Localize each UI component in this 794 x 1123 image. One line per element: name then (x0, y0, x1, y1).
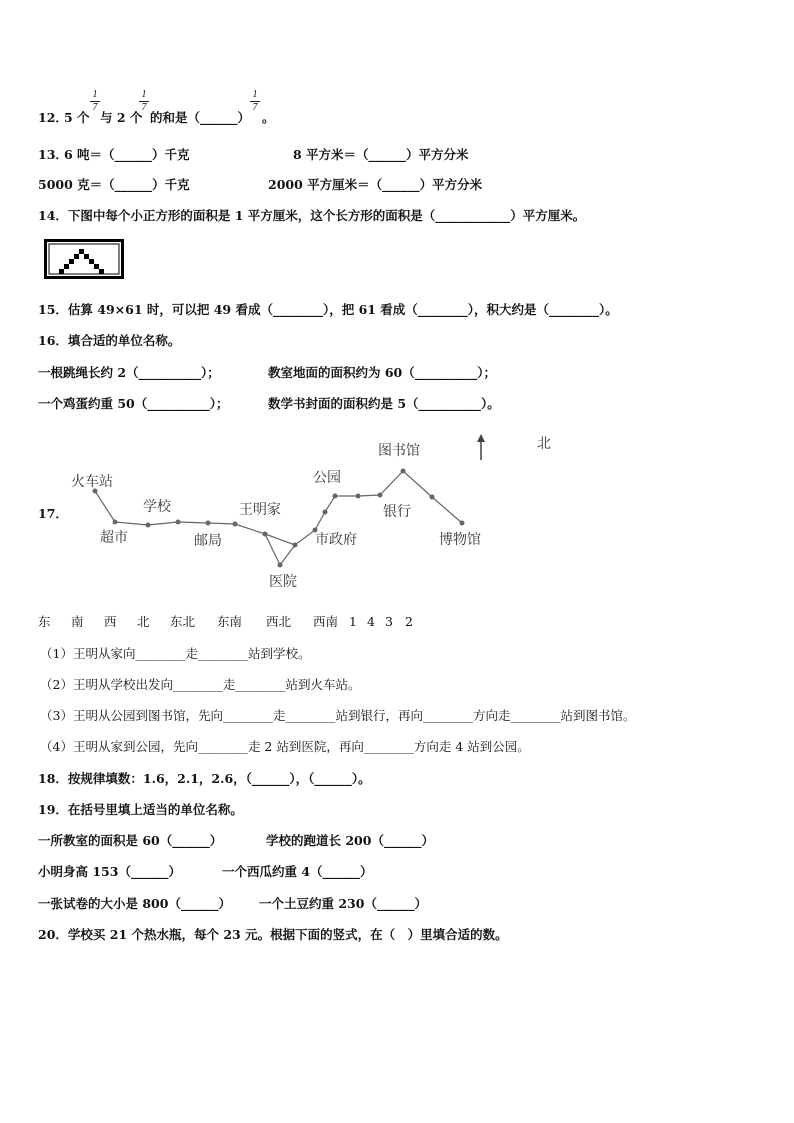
q12-part3[interactable]: 的和是（______） (150, 110, 251, 125)
q19-item-e[interactable]: 一张试卷的大小是 800（______） (38, 896, 231, 911)
q18-text[interactable]: 18．按规律填数：1.6，2.1，2.6，（______），（______）。 (38, 771, 371, 786)
map-label-park: 公园 (313, 470, 341, 486)
q13-line1-left[interactable]: 6 吨＝（______）千克 (64, 147, 190, 162)
q17-sub-3[interactable]: （3）王明从公园到图书馆，先向________走________站到银行，再向________方向走________站到图书馆。 (40, 708, 636, 723)
q13-number: 13． (38, 147, 68, 162)
q13-line2-left[interactable]: 5000 克＝（______）千克 (38, 177, 190, 192)
q15-text[interactable]: 15．估算 49×61 时，可以把 49 看成（________），把 61 看成（________），积大约是（________）。 (38, 302, 618, 317)
route-map (60, 430, 520, 590)
map-label-bank: 银行 (383, 504, 411, 520)
q12-number: 12． (38, 110, 68, 125)
q12-fraction-2: 1 7 (139, 90, 149, 113)
q12-fraction-1: 1 7 (90, 90, 100, 113)
q20-text: 20．学校买 21 个热水瓶，每个 23 元。根据下面的竖式，在（ ）里填合适的数。 (38, 927, 508, 942)
q16-item-d[interactable]: 数学书封面的面积约是 5（__________）。 (268, 396, 500, 411)
option-northwest[interactable]: 西北 (266, 614, 292, 629)
option-southwest[interactable]: 西南 (313, 614, 339, 629)
option-southeast[interactable]: 东南 (217, 614, 243, 629)
option-1[interactable]: 1 (349, 614, 357, 629)
q19-item-c[interactable]: 小明身高 153（______） (38, 864, 181, 879)
option-northeast[interactable]: 东北 (170, 614, 196, 629)
map-label-museum: 博物馆 (439, 532, 481, 548)
map-label-wangming-home: 王明家 (239, 502, 281, 518)
option-2[interactable]: 2 (405, 614, 413, 629)
q13-line1-right[interactable]: 8 平方米＝（______）平方分米 (293, 147, 469, 162)
option-south[interactable]: 南 (71, 614, 84, 629)
q19-title: 19．在括号里填上适当的单位名称。 (38, 802, 243, 817)
q19-item-a[interactable]: 一所教室的面积是 60（______） (38, 833, 223, 848)
map-label-supermarket: 超市 (100, 530, 128, 546)
map-label-hospital: 医院 (269, 574, 297, 590)
q16-item-b[interactable]: 教室地面的面积约为 60（__________）； (268, 365, 496, 380)
q13-line2-right[interactable]: 2000 平方厘米＝（______）平方分米 (268, 177, 483, 192)
q17-sub-1[interactable]: （1）王明从家向________走________站到学校。 (40, 646, 311, 661)
option-3[interactable]: 3 (385, 614, 393, 629)
option-west[interactable]: 西 (104, 614, 117, 629)
q19-item-d[interactable]: 一个西瓜约重 4（______） (222, 864, 373, 879)
option-east[interactable]: 东 (38, 614, 51, 629)
map-label-library: 图书馆 (378, 443, 420, 459)
q16-item-c[interactable]: 一个鸡蛋约重 50（__________）； (38, 396, 229, 411)
option-north[interactable]: 北 (137, 614, 150, 629)
q19-item-b[interactable]: 学校的跑道长 200（______） (266, 833, 434, 848)
q16-item-a[interactable]: 一根跳绳长约 2（__________）； (38, 365, 220, 380)
q17-number: 17． (38, 506, 68, 521)
q12-part1: 5 个 (64, 110, 90, 125)
option-4[interactable]: 4 (367, 614, 375, 629)
map-label-post-office: 邮局 (194, 533, 222, 549)
map-label-city-gov: 市政府 (315, 532, 357, 548)
grid-rectangle-figure (44, 239, 124, 279)
q14-text[interactable]: 14．下图中每个小正方形的面积是 1 平方厘米，这个长方形的面积是（____________）平方厘米。 (38, 208, 586, 223)
q19-item-f[interactable]: 一个土豆约重 230（______） (259, 896, 427, 911)
map-label-school: 学校 (143, 499, 171, 515)
q16-title: 16．填合适的单位名称。 (38, 333, 181, 348)
q12-part2: 与 2 个 (100, 110, 143, 125)
map-label-train-station: 火车站 (71, 474, 113, 490)
north-label: 北 (537, 436, 551, 452)
q12-part4: 。 (262, 110, 275, 125)
q12-fraction-3: 1 7 (250, 90, 260, 113)
q17-sub-2[interactable]: （2）王明从学校出发向________走________站到火车站。 (40, 677, 361, 692)
q17-sub-4[interactable]: （4）王明从家到公园，先向________走 2 站到医院，再向________方向走 4 站到公园。 (40, 739, 530, 754)
